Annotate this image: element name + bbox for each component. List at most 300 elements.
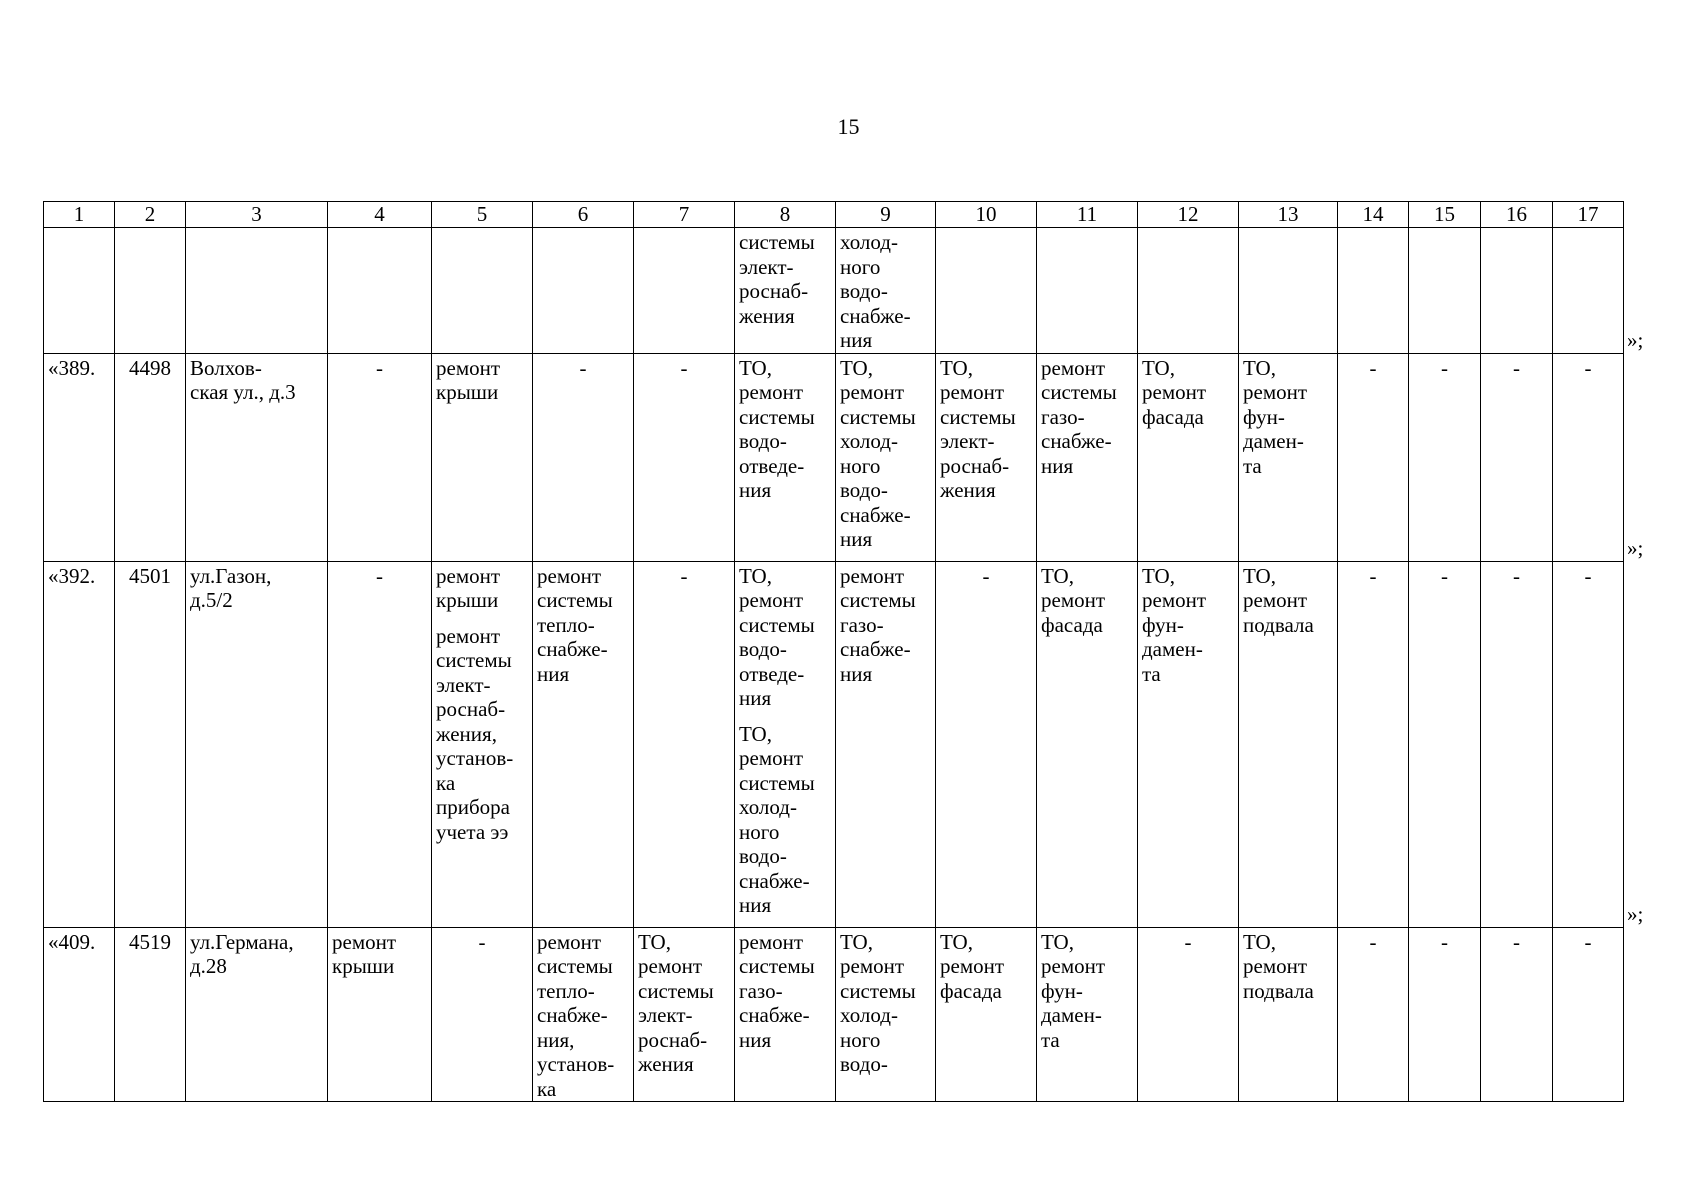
cell-text-line: ния [840,527,873,551]
cell-text-line: ская ул., д.3 [190,380,296,404]
cell-text-block [190,356,323,405]
table-cell-col-3 [186,561,328,927]
cell-text-line: ремонт [739,588,804,612]
cell-text-line: дамен- [1041,1003,1102,1027]
table-cell-col-3 [186,927,328,1102]
cell-text-line: ул.Германа, [190,929,294,954]
table-cell-col-10 [936,353,1037,561]
cell-text-line: д.5/2 [190,588,233,612]
cell-text-line: ремонт [1243,954,1308,978]
cell-text-line: дамен- [1142,637,1203,661]
cell-text-line: ного [840,453,881,478]
cell-text-line: фасада [1142,404,1204,429]
cell-text-line: ния [840,328,873,352]
cell-text-line: - [376,563,383,588]
row-closing-mark: »; [1627,328,1644,352]
column-number-header: 2 [115,202,186,228]
cell-text-line: элект- [940,429,995,453]
cell-text-block [1342,356,1404,381]
cell-text-line: водо- [840,279,888,303]
cell-text-line: фасада [1041,612,1103,637]
cell-text-block [1413,564,1476,589]
table-row [44,927,1624,1102]
table-cell-col-5 [432,353,533,561]
cell-text-line: «392. [48,563,96,588]
cell-text-block [537,930,629,1102]
table-cell-col-2 [115,927,186,1102]
cell-text-line: снабже- [537,637,608,661]
cell-text-block [1041,356,1133,479]
cell-text-line: холод- [840,1003,898,1027]
table-cell-col-5 [432,561,533,927]
table-cell-col-8 [735,927,836,1102]
cell-text-line: холод- [840,230,898,254]
cell-text-line: ния [739,478,772,502]
column-number-row [44,202,1624,228]
cell-text-line: ния [537,661,570,686]
cell-text-line: - [1369,355,1377,380]
table-cell-col-15 [1409,561,1481,927]
cell-text-line: системы [537,954,613,978]
cell-text-block [1557,356,1619,381]
column-number-header: 17 [1553,202,1624,228]
cell-text-line: та [1142,661,1161,686]
cell-text-line: ТО, [1243,929,1276,954]
cell-text-block [1142,356,1234,430]
cell-text-block [119,564,181,589]
cell-text-line: газо- [739,978,783,1003]
cell-text-line: холод- [739,795,797,819]
cell-text-block [1485,356,1548,381]
cell-text-line: та [1041,1027,1060,1052]
table-cell-col-10 [936,561,1037,927]
cell-text-line: подвала [1243,978,1314,1003]
cell-text-line: прибора [436,795,510,819]
cell-text-block [48,564,110,589]
cell-text-line: снабже- [739,1003,810,1027]
cell-text-line: ния [739,1027,772,1052]
cell-text-line: ремонт [1041,355,1106,380]
cell-text-line: ния [1041,453,1074,478]
table-body [44,202,1624,1102]
cell-text-line: ремонт [940,380,1005,404]
cell-text-line: - [1584,355,1592,380]
table-cell-col-1 [44,561,115,927]
cell-text-line: системы [537,588,613,612]
table-cell-col-9 [836,228,936,354]
cell-text-line: - [1584,563,1592,588]
table-cell-col-12 [1138,228,1239,354]
cell-text-line: та [1243,453,1262,478]
cell-text-line: ТО, [739,355,772,380]
cell-text-block [48,356,110,381]
table-cell-col-8 [735,353,836,561]
table-cell-col-15 [1409,353,1481,561]
cell-text-line: - [1441,929,1448,954]
table-cell-col-12 [1138,561,1239,927]
cell-text-block [638,930,730,1077]
cell-text-block [1342,930,1404,955]
cell-text-block [119,356,181,381]
cell-text-line: фун- [1041,978,1083,1003]
cell-text-line: подвала [1243,612,1314,637]
cell-text-block [436,624,528,845]
cell-text-line: ул.Газон, [190,563,272,588]
cell-text-block [840,230,931,353]
cell-text-block [940,356,1032,503]
cell-text-line: ремонт [739,380,804,404]
cell-text-line: ремонт [1041,954,1106,978]
table-cell-col-6 [533,353,634,561]
cell-text-line: роснаб- [638,1027,708,1052]
column-number-header: 11 [1037,202,1138,228]
table-cell-col-5 [432,927,533,1102]
cell-text-block [940,930,1032,1004]
cell-text-block [739,564,831,711]
cell-text-line: ремонт [1142,380,1207,404]
table-cell-col-9 [836,561,936,927]
cell-text-block [1413,356,1476,381]
cell-text-line: ТО, [739,563,772,588]
cell-text-block [48,930,110,955]
cell-text-line: снабже- [840,502,911,527]
cell-text-line: элект- [638,1003,693,1027]
cell-text-line: крыши [332,954,395,978]
cell-text-line: ТО, [840,929,873,954]
cell-text-line: ремонт [1243,380,1308,404]
cell-text-line: ремонт [537,929,602,954]
column-number-header: 3 [186,202,328,228]
cell-text-line: - [680,355,688,380]
cell-text-block [1142,930,1234,955]
repair-schedule-table [43,201,1624,1102]
cell-text-line: ТО, [1041,563,1074,588]
table-cell-col-14 [1338,353,1409,561]
table-cell-col-9 [836,927,936,1102]
cell-text-line: ТО, [1041,929,1074,954]
row-closing-mark: »; [1627,536,1644,560]
table-cell-col-16 [1481,561,1553,927]
cell-text-block [739,722,831,918]
table-cell-col-7 [634,561,735,927]
cell-text-block [436,356,528,405]
cell-text-line: ТО, [638,929,671,954]
table-cell-col-10 [936,228,1037,354]
cell-text-line: системы [739,612,815,637]
cell-text-line: крыши [436,588,499,612]
cell-text-line: водо- [739,844,787,868]
cell-text-line: системы [840,404,916,429]
cell-text-block [840,356,931,552]
cell-text-line: ремонт [436,563,501,588]
cell-text-block [638,564,730,589]
column-number-header: 12 [1138,202,1239,228]
cell-text-block [1243,930,1333,1004]
cell-text-line: ремонт [739,929,804,954]
table-row [44,228,1624,354]
table-cell-col-3 [186,353,328,561]
cell-text-line: - [982,563,990,588]
cell-text-line: системы [840,588,916,612]
cell-text-block [1041,564,1133,638]
cell-text-line: фун- [1142,612,1184,637]
table-cell-col-2 [115,228,186,354]
cell-text-block [840,564,931,687]
cell-text-line: системы [1041,380,1117,404]
column-number-header: 9 [836,202,936,228]
cell-text-line: ТО, [940,355,973,380]
table-cell-col-2 [115,353,186,561]
cell-text-block [1142,564,1234,687]
cell-text-block [190,930,323,979]
row-closing-mark: »; [1627,902,1644,926]
cell-text-line: «389. [48,355,96,380]
table-cell-col-9 [836,353,936,561]
table-cell-col-14 [1338,228,1409,354]
table-cell-col-11 [1037,927,1138,1102]
table-cell-col-17 [1553,561,1624,927]
cell-text-block [1243,356,1333,479]
cell-text-line: установ- [436,746,514,770]
cell-text-block [1485,564,1548,589]
cell-text-line: - [1369,929,1377,954]
cell-text-line: - [1184,929,1192,954]
cell-text-line: - [1513,355,1520,380]
cell-text-line: ния [840,661,873,686]
table-cell-col-4 [328,353,432,561]
cell-text-block [739,230,831,328]
cell-text-line: роснаб- [436,697,506,721]
table-cell-col-12 [1138,927,1239,1102]
table-cell-col-4 [328,228,432,354]
cell-text-line: ного [840,1027,881,1052]
cell-text-line: 4498 [129,355,171,380]
table-cell-col-13 [1239,228,1338,354]
cell-text-line: установ- [537,1052,615,1076]
column-number-header: 13 [1239,202,1338,228]
cell-text-block [1243,564,1333,638]
cell-text-line: ремонт [1041,588,1106,612]
cell-text-block [840,930,931,1077]
cell-text-line: холод- [840,429,898,453]
table-cell-col-11 [1037,353,1138,561]
cell-text-line: ТО, [940,929,973,954]
cell-text-line: ТО, [1243,355,1276,380]
cell-text-block [1041,930,1133,1053]
cell-text-line: ремонт [436,623,501,648]
cell-text-line: ка [537,1076,557,1101]
table-cell-col-13 [1239,353,1338,561]
table-cell-col-15 [1409,228,1481,354]
table-cell-col-2 [115,561,186,927]
cell-text-line: водо- [840,478,888,502]
cell-text-line: - [1584,929,1592,954]
cell-text-line: роснаб- [940,453,1010,478]
column-number-header: 14 [1338,202,1409,228]
column-number-header: 1 [44,202,115,228]
cell-text-line: - [579,355,587,380]
cell-text-line: - [1441,563,1448,588]
column-number-header: 16 [1481,202,1553,228]
cell-text-line: ТО, [1142,563,1175,588]
cell-text-line: ремонт [537,563,602,588]
table-cell-col-14 [1338,927,1409,1102]
table-cell-col-5 [432,228,533,354]
cell-text-line: роснаб- [739,279,809,303]
cell-text-line: - [680,563,688,588]
table-cell-col-1 [44,228,115,354]
cell-text-line: газо- [1041,404,1085,429]
cell-text-block [940,564,1032,589]
table-cell-col-16 [1481,353,1553,561]
table-cell-col-7 [634,228,735,354]
table-cell-col-14 [1338,561,1409,927]
cell-text-line: фун- [1243,404,1285,429]
cell-text-block [436,564,528,613]
cell-text-line: - [478,929,486,954]
cell-text-line: снабже- [840,303,911,328]
cell-text-line: ния [739,893,772,917]
cell-text-line: газо- [840,612,884,637]
table-cell-col-13 [1239,561,1338,927]
cell-text-block [537,356,629,381]
cell-text-line: - [1513,563,1520,588]
cell-text-line: системы [739,770,815,795]
cell-text-block [1413,930,1476,955]
cell-text-line: - [1441,355,1448,380]
cell-text-block [739,930,831,1053]
table-cell-col-15 [1409,927,1481,1102]
cell-text-line: системы [739,404,815,429]
cell-text-block [1342,564,1404,589]
cell-text-line: ремонт [940,954,1005,978]
table-cell-col-10 [936,927,1037,1102]
cell-text-line: - [376,355,383,380]
table-row [44,561,1624,927]
cell-text-line: тепло- [537,612,595,637]
column-number-header: 5 [432,202,533,228]
table-cell-col-17 [1553,927,1624,1102]
cell-text-line: тепло- [537,978,595,1003]
cell-text-line: дамен- [1243,429,1304,453]
table-cell-col-4 [328,561,432,927]
cell-text-line: ремонт [436,355,501,380]
cell-text-line: - [1369,563,1377,588]
cell-text-block [638,356,730,381]
table-cell-col-16 [1481,927,1553,1102]
column-number-header: 4 [328,202,432,228]
cell-text-line: водо- [739,637,787,661]
table-cell-col-6 [533,927,634,1102]
cell-text-line: ТО, [840,355,873,380]
cell-text-line: ния [739,686,772,710]
table-cell-col-11 [1037,228,1138,354]
cell-text-block [537,564,629,687]
cell-text-block [739,356,831,503]
table-cell-col-7 [634,353,735,561]
table-row [44,353,1624,561]
cell-text-block [332,930,427,979]
cell-text-line: ТО, [1142,355,1175,380]
column-number-header: 15 [1409,202,1481,228]
cell-text-block [119,930,181,955]
cell-text-line: жения [940,478,996,502]
cell-text-block [190,564,323,613]
cell-text-line: элект- [436,672,491,697]
column-number-header: 7 [634,202,735,228]
table-cell-col-17 [1553,353,1624,561]
cell-text-line: «409. [48,929,96,954]
cell-text-line: отведе- [739,453,805,478]
table-cell-col-4 [328,927,432,1102]
table-cell-col-6 [533,228,634,354]
cell-text-line: снабже- [537,1003,608,1027]
table-cell-col-8 [735,561,836,927]
cell-text-block [332,564,427,589]
cell-text-line: ремонт [739,746,804,770]
table-cell-col-8 [735,228,836,354]
cell-text-line: ка [436,770,456,795]
cell-text-line: системы [840,978,916,1003]
table-cell-col-6 [533,561,634,927]
cell-text-line: жения [638,1052,694,1076]
cell-text-line: водо- [739,429,787,453]
cell-text-line: жения [739,303,795,328]
cell-text-block [1485,930,1548,955]
cell-text-line: ного [840,254,881,279]
cell-text-line: снабже- [739,868,810,893]
cell-text-line: системы [638,978,714,1003]
column-number-header: 6 [533,202,634,228]
cell-text-line: 4519 [129,929,171,954]
page-number: 15 [837,114,860,139]
cell-text-line: водо- [840,1052,888,1076]
cell-text-line: отведе- [739,661,805,686]
table-cell-col-11 [1037,561,1138,927]
cell-text-line: ремонт [638,954,703,978]
cell-text-line: ремонт [1142,588,1207,612]
cell-text-line: крыши [436,380,499,404]
cell-text-line: системы [739,230,815,254]
cell-text-line: системы [436,648,512,672]
cell-text-line: д.28 [190,954,227,978]
table-cell-col-12 [1138,353,1239,561]
cell-text-line: ТО, [1243,563,1276,588]
cell-text-line: - [1513,929,1520,954]
cell-text-line: фасада [940,978,1002,1003]
cell-text-line: ремонт [840,563,905,588]
cell-text-line: учета ээ [436,819,509,844]
cell-text-line: системы [940,404,1016,429]
cell-text-line: Волхов- [190,355,262,380]
table-cell-col-7 [634,927,735,1102]
cell-text-line: ния, [537,1027,575,1052]
cell-text-line: ТО, [739,721,772,746]
table-cell-col-3 [186,228,328,354]
column-number-header: 8 [735,202,836,228]
cell-text-line: ремонт [332,929,397,954]
table-cell-col-1 [44,927,115,1102]
cell-text-line: жения, [436,721,497,746]
cell-text-block [1557,930,1619,955]
cell-text-block [436,930,528,955]
column-number-header: 10 [936,202,1037,228]
table-cell-col-13 [1239,927,1338,1102]
cell-text-line: ремонт [840,380,905,404]
table-cell-col-17 [1553,228,1624,354]
cell-text-line: ного [739,819,780,844]
cell-text-block [1557,564,1619,589]
